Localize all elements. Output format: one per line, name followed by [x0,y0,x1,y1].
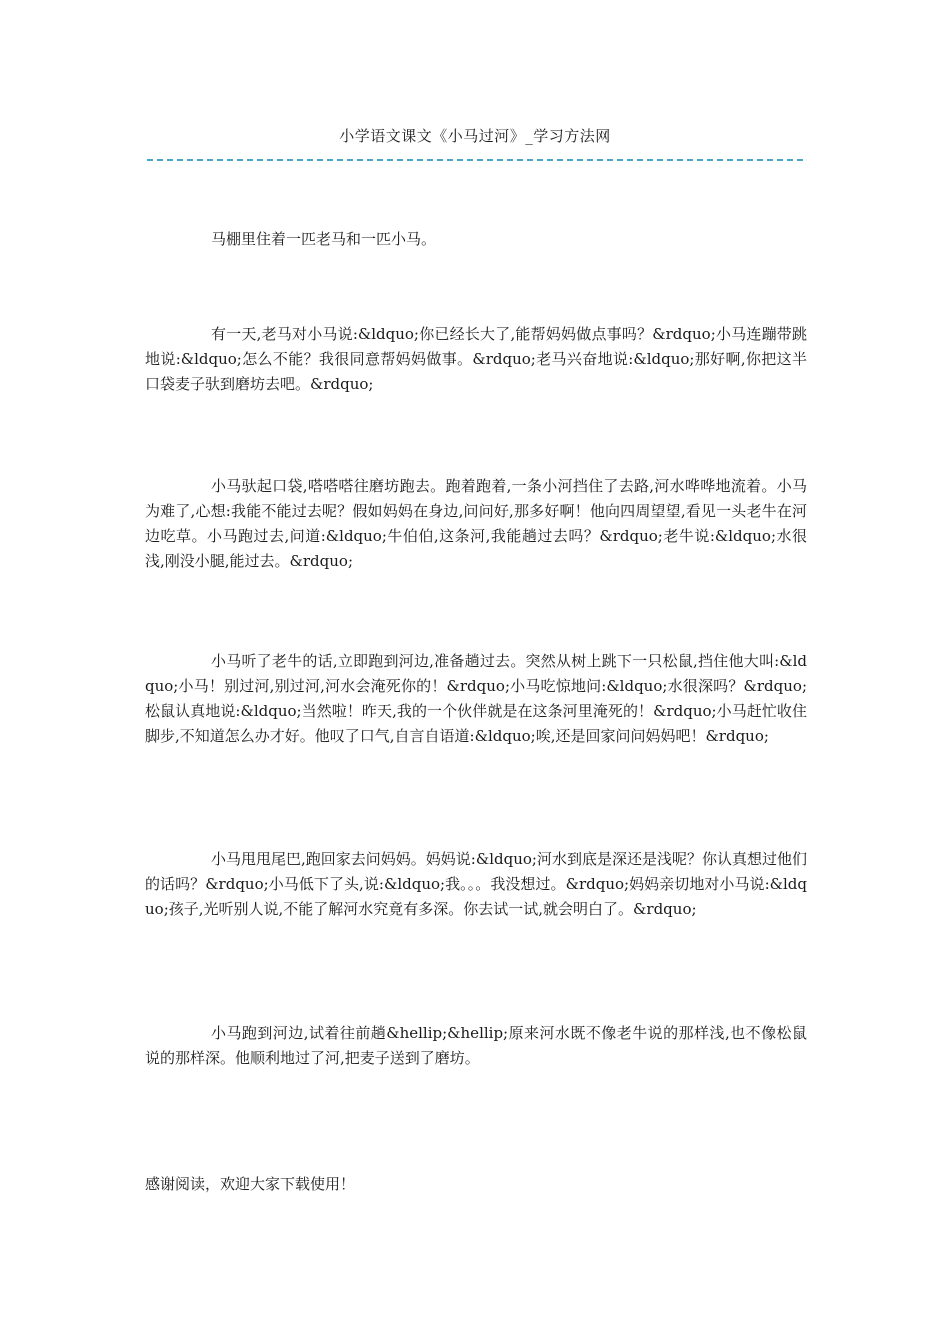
paragraph-5: 小马甩甩尾巴,跑回家去问妈妈。妈妈说:&ldquo;河水到底是深还是浅呢？你认真想过他们的话吗？&rdquo;小马低下了头,说:&ldquo;我。。。我没想过。&rdquo;妈妈亲切地对小马说:&ldquo;孩子,光听别人说,不能了解河水究竟有多深。你去试一试,就会明白了。&rdquo; [145,850,807,918]
document-title: 小学语文课文《小马过河》_学习方法网 [339,127,611,145]
paragraph-4: 小马听了老牛的话,立即跑到河边,准备趟过去。突然从树上跳下一只松鼠,挡住他大叫:&ldquo;小马！别过河,别过河,河水会淹死你的！&rdquo;小马吃惊地问:&ldquo;水很深吗？&rdquo;松鼠认真地说:&ldquo;当然啦！昨天,我的一个伙伴就是在这条河里淹死的！&rdquo;小马赶忙收住脚步,不知道怎么办才好。他叹了口气,自言自语道:&ldquo;唉,还是回家问问妈妈吧！&rdquo; [145,652,807,745]
paragraph-3: 小马驮起口袋,嗒嗒嗒往磨坊跑去。跑着跑着,一条小河挡住了去路,河水哗哗地流着。小马为难了,心想:我能不能过去呢？假如妈妈在身边,问问好,那多好啊！他向四周望望,看见一头老牛在河边吃草。小马跑过去,问道:&ldquo;牛伯伯,这条河,我能趟过去吗？&rdquo;老牛说:&ldquo;水很浅,刚没小腿,能过去。&rdquo; [145,477,807,570]
title-divider [147,159,803,161]
paragraph-6: 小马跑到河边,试着往前趟&hellip;&hellip;原来河水既不像老牛说的那样浅,也不像松鼠说的那样深。他顺利地过了河,把麦子送到了磨坊。 [145,1024,807,1067]
closing-note: 感谢阅读，欢迎大家下载使用！ [145,1175,356,1193]
paragraph-2: 有一天,老马对小马说:&ldquo;你已经长大了,能帮妈妈做点事吗？&rdquo;小马连蹦带跳地说:&ldquo;怎么不能？我很同意帮妈妈做事。&rdquo;老马兴奋地说:&ldquo;那好啊,你把这半口袋麦子驮到磨坊去吧。&rdquo; [145,325,807,393]
paragraph-1: 马棚里住着一匹老马和一匹小马。 [211,230,437,248]
